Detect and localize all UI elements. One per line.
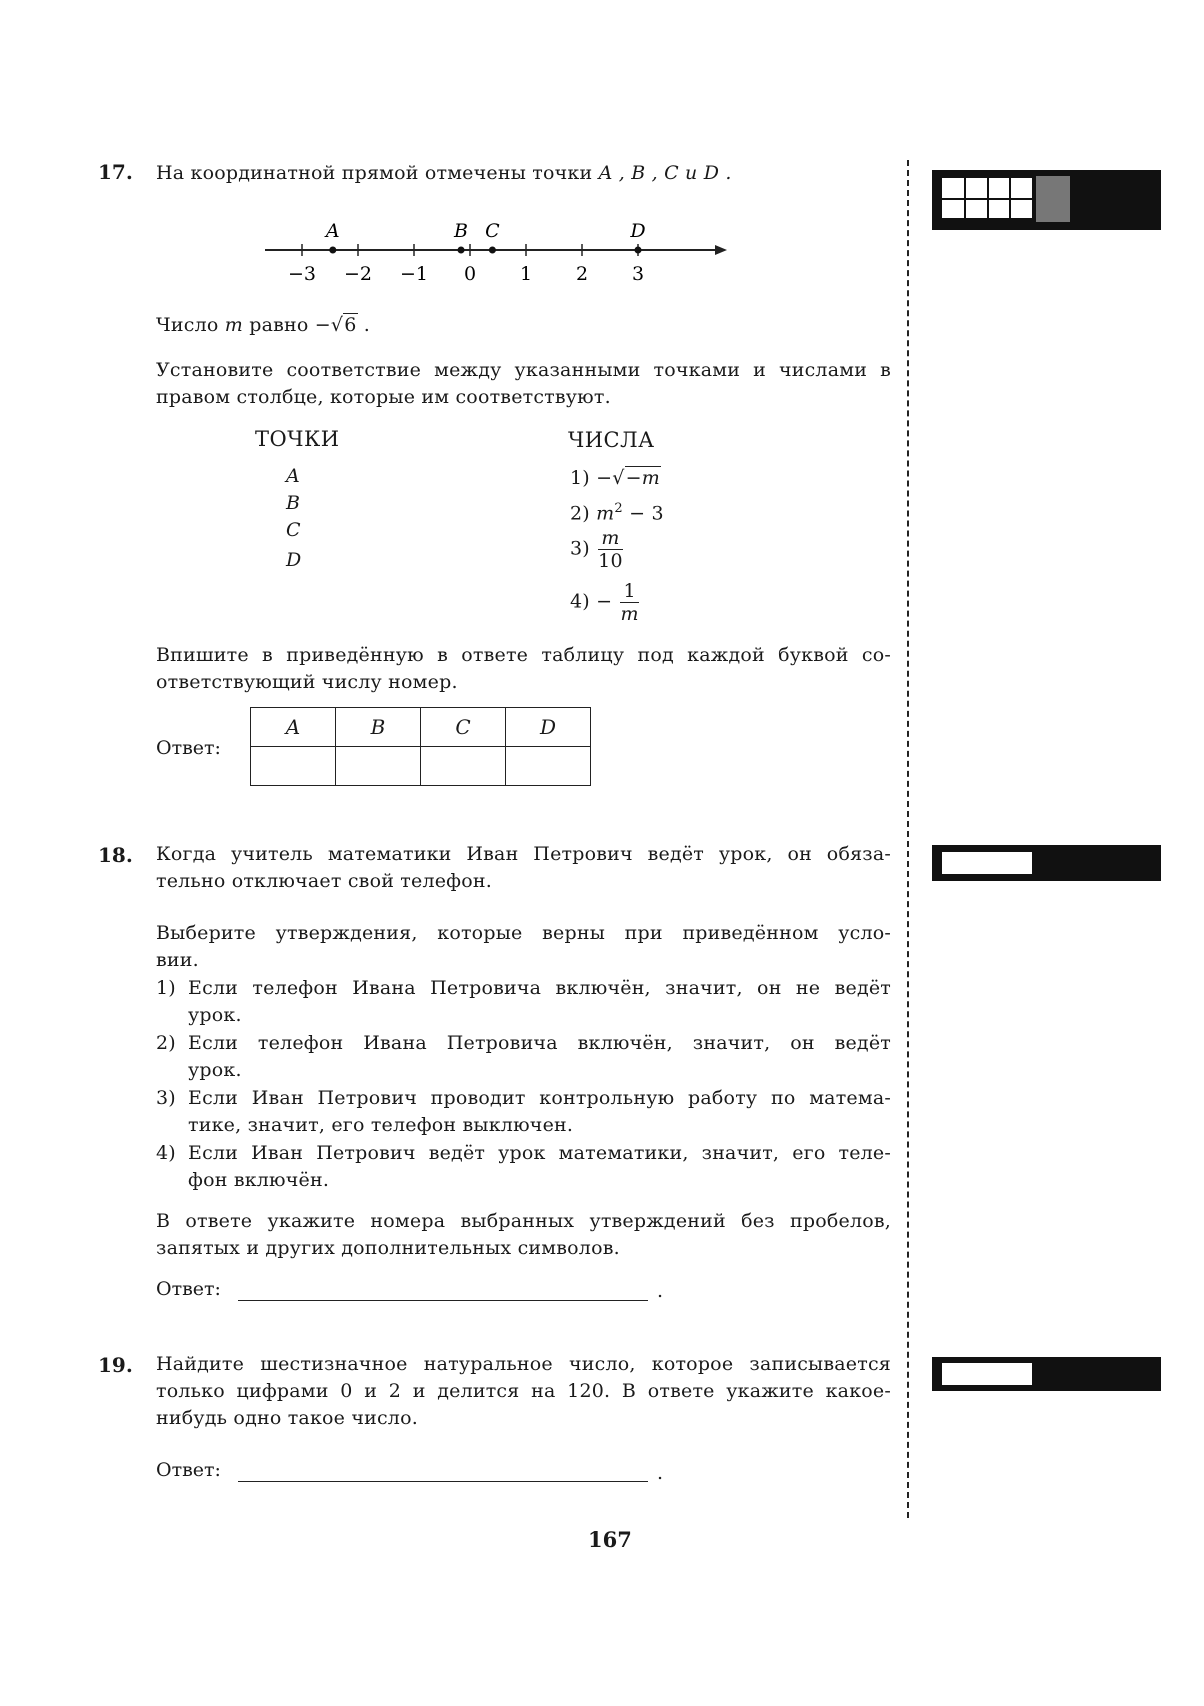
q19-answer-label: Ответ:: [156, 1459, 221, 1481]
q18-choose-1: Выберите утверждения, которые верны при приведённом усло-: [156, 922, 891, 944]
q18-option-1: [156, 975, 891, 1029]
q19-answer-dot: .: [657, 1462, 664, 1484]
option-1-number: 1): [156, 977, 176, 999]
table-header-d: D: [506, 708, 591, 747]
page-number: 167: [588, 1527, 632, 1552]
q17-instruction-2: правом столбце, которые им соответствуют.: [156, 386, 611, 408]
option-2-number: 2): [156, 1032, 176, 1054]
q17-intro: [156, 160, 732, 187]
point-item-a: A: [286, 465, 300, 487]
q19-line-2: только цифрами 0 и 2 и делится на 120. В ответе укажите какое-: [156, 1380, 891, 1402]
grid-divider: [942, 198, 1032, 200]
n4-minus: −: [596, 590, 613, 613]
margin-cut-line: [907, 160, 909, 1518]
axis-tick-label: −3: [287, 263, 317, 285]
point-marker-a: [329, 247, 336, 254]
q17-intro-points: A , B , C и D .: [598, 162, 732, 184]
n1-radicand: −m: [625, 467, 660, 489]
number-item-3: [570, 527, 625, 572]
n4-num: 1: [620, 580, 638, 603]
m-radicand: 6: [344, 314, 357, 336]
q17-instruction-1: Установите соответствие между указанными точками и числами в: [156, 359, 891, 381]
q18-note-2: запятых и других дополнительных символов.: [156, 1237, 620, 1259]
col-numbers-title: ЧИСЛА: [568, 428, 655, 452]
axis-tick-label: 3: [631, 263, 645, 285]
answer-cell-c[interactable]: [421, 747, 506, 786]
q18-option-4: [156, 1140, 891, 1194]
option-4-number: 4): [156, 1142, 176, 1164]
answer-cell-b[interactable]: [336, 747, 421, 786]
q18-option-2: [156, 1030, 891, 1084]
number-item-4: [570, 580, 641, 625]
n4-den: m: [620, 603, 639, 625]
q18-answer-field[interactable]: [238, 1300, 648, 1301]
option-4-line-1: Если Иван Петрович ведёт урок математики, значит, его теле-: [188, 1142, 891, 1164]
option-1-line-2: урок.: [188, 1004, 242, 1026]
point-item-c: C: [286, 519, 301, 541]
point-label-d: D: [630, 220, 646, 242]
option-3-line-2: тике, значит, его телефон выключен.: [188, 1114, 574, 1136]
n4-label: 4): [570, 590, 590, 613]
q17-answer-grid[interactable]: [942, 178, 1032, 218]
axis-tick-label: 1: [519, 263, 533, 285]
option-3-line-1: Если Иван Петрович проводит контрольную работу по матема-: [188, 1087, 891, 1109]
n4-fraction: [619, 580, 641, 625]
option-1-line-1: Если телефон Ивана Петровича включён, значит, он не ведёт: [188, 977, 891, 999]
axis-tick-label: −2: [343, 263, 373, 285]
option-2-line-2: урок.: [188, 1059, 242, 1081]
table-header-a: A: [251, 708, 336, 747]
n3-label: 3): [570, 537, 590, 560]
option-3-number: 3): [156, 1087, 176, 1109]
axis-tick-label: −1: [399, 263, 429, 285]
q19-answer-box: [932, 1357, 1161, 1391]
q18-choose-2: вии.: [156, 949, 199, 971]
q19-answer-slot[interactable]: [942, 1363, 1032, 1385]
point-marker-d: [635, 247, 642, 254]
q18-answer-slot[interactable]: [942, 852, 1032, 874]
scan-noise-block: [1036, 176, 1070, 222]
m-var: m: [224, 314, 243, 336]
q17-number: 17.: [98, 160, 133, 184]
number-item-1: 1) −√−m: [570, 467, 660, 489]
point-label-b: B: [454, 220, 469, 242]
table-header-b: B: [336, 708, 421, 747]
m-minus: −: [314, 314, 331, 336]
q17-m-statement: Число m равно −√6 .: [156, 314, 370, 336]
point-label-a: A: [325, 220, 340, 242]
q18-option-3: [156, 1085, 891, 1139]
point-label-c: C: [485, 220, 500, 242]
q18-answer-label: Ответ:: [156, 1278, 221, 1300]
axis-arrow: [715, 245, 727, 255]
n3-den: 10: [598, 550, 623, 572]
option-4-line-2: фон включён.: [188, 1169, 330, 1191]
q18-number: 18.: [98, 843, 133, 867]
point-item-b: B: [286, 492, 301, 514]
m-prefix: Число: [156, 314, 219, 336]
q17-answer-box: [932, 170, 1161, 230]
q19-line-3: нибудь одно такое число.: [156, 1407, 418, 1429]
n3-fraction: [596, 527, 625, 572]
number-item-2: [570, 495, 664, 527]
q18-intro-2: тельно отключает свой телефон.: [156, 870, 492, 892]
n3-num: m: [598, 527, 622, 550]
q19-number: 19.: [98, 1353, 133, 1377]
q18-note-1: В ответе укажите номера выбранных утверждений без пробелов,: [156, 1210, 891, 1232]
point-marker-c: [489, 247, 496, 254]
q19-answer-field[interactable]: [238, 1481, 648, 1482]
axis-tick-label: 0: [463, 263, 477, 285]
q18-answer-dot: .: [657, 1280, 664, 1302]
number-line: [255, 210, 735, 285]
n1-label: 1): [570, 467, 590, 489]
q17-write-2: ответствующий числу номер.: [156, 671, 458, 693]
n2-exp: 2: [614, 501, 623, 516]
q17-write-1: Впишите в приведённую в ответе таблицу под каждой буквой со-: [156, 644, 891, 666]
n1-minus: −: [596, 467, 613, 489]
m-mid: равно: [249, 314, 309, 336]
answer-cell-a[interactable]: [251, 747, 336, 786]
axis-tick-label: 2: [575, 263, 589, 285]
point-item-d: D: [286, 549, 302, 571]
n2-base: m: [596, 502, 615, 525]
option-2-line-1: Если телефон Ивана Петровича включён, значит, он ведёт: [188, 1032, 891, 1054]
n2-label: 2): [570, 502, 590, 525]
q17-answer-table: [250, 707, 591, 786]
n2-tail: − 3: [622, 502, 664, 525]
point-marker-b: [458, 247, 465, 254]
col-points-title: ТОЧКИ: [255, 427, 340, 451]
q18-intro-1: Когда учитель математики Иван Петрович ведёт урок, он обяза-: [156, 843, 891, 865]
q18-answer-box: [932, 845, 1161, 881]
q17-answer-label: Ответ:: [156, 737, 221, 759]
answer-cell-d[interactable]: [506, 747, 591, 786]
table-header-c: C: [421, 708, 506, 747]
q19-line-1: Найдите шестизначное натуральное число, которое записывается: [156, 1353, 891, 1375]
q17-intro-text: На координатной прямой отмечены точки: [156, 162, 593, 184]
